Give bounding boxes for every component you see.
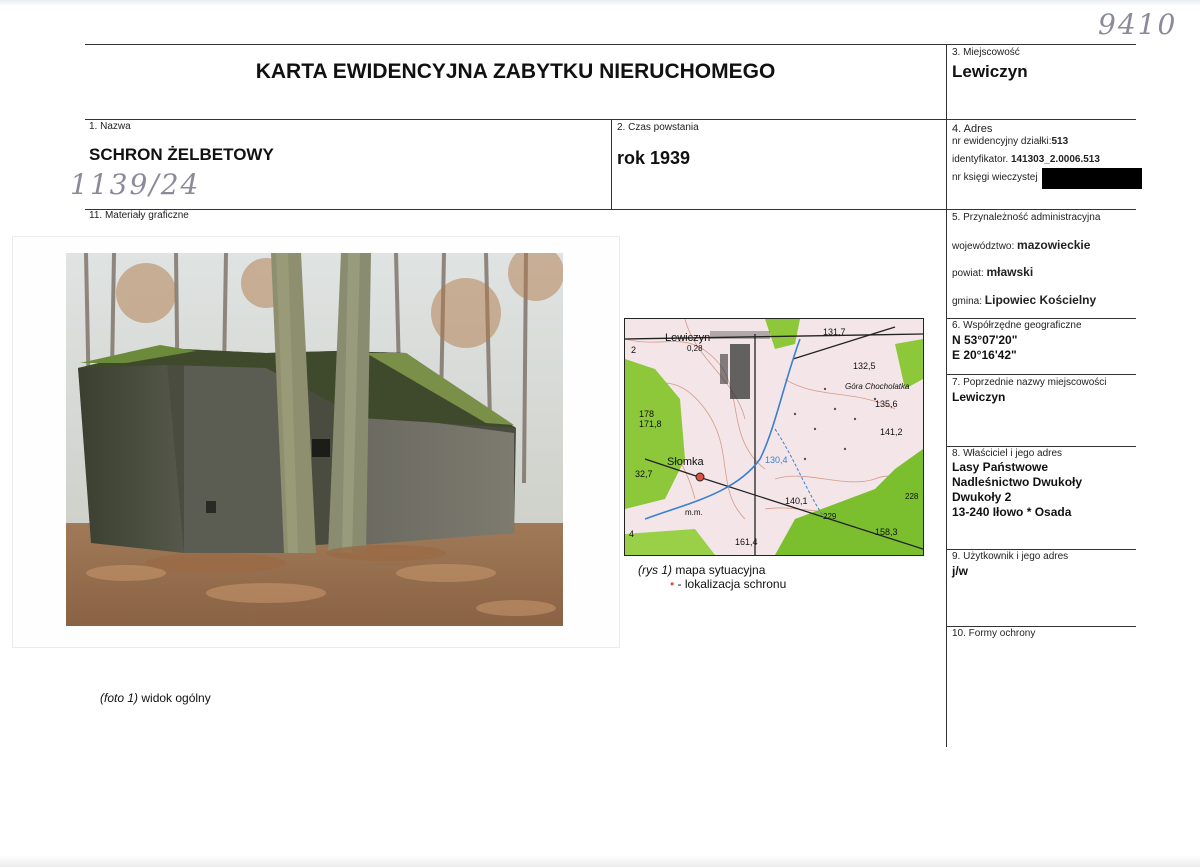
map-label-178: 178 <box>639 409 655 419</box>
powiat-label: powiat: <box>952 268 984 279</box>
map-label-lewiczyn: Lewiczyn <box>665 332 711 344</box>
map-label-1401: 140,1 <box>785 496 808 506</box>
adres-dzialka-label: nr ewidencyjny działki: <box>952 136 1052 147</box>
rule-right-col <box>946 44 947 747</box>
field-label-adres: 4. Adres <box>952 123 993 135</box>
field-label-czas: 2. Czas powstania <box>617 122 699 133</box>
rule-r8 <box>946 549 1136 550</box>
map-label-327: 32,7 <box>635 469 653 479</box>
map-label-1317: 131,7 <box>823 327 846 337</box>
handwritten-registry-number: 1139/24 <box>70 168 201 201</box>
handwritten-number: 9410 <box>1098 8 1178 41</box>
field-label-nazwa: 1. Nazwa <box>89 121 131 132</box>
coord-e: E 20°16'42" <box>952 348 1017 362</box>
rule-mid-col <box>611 119 612 209</box>
adres-identyfikator-value: 141303_2.0006.513 <box>1010 154 1100 165</box>
adres-dzialka-row <box>952 136 1068 147</box>
field-label-materialy: 11. Materiały graficzne <box>89 210 189 221</box>
adres-identyfikator-row <box>952 154 1100 165</box>
field-label-miejscowosc: 3. Miejscowość <box>952 47 1020 58</box>
gmina-row <box>952 293 1096 307</box>
map-label-028: 0,28 <box>687 344 703 353</box>
field-label-formy: 10. Formy ochrony <box>952 628 1036 639</box>
map-label-1325: 132,5 <box>853 361 876 371</box>
map-label-2: 2 <box>631 345 637 355</box>
photo-caption <box>100 691 211 705</box>
field-label-wspolrzedne: 6. Współrzędne geograficzne <box>952 320 1082 331</box>
adres-ksiega-label: nr księgi wieczystej <box>952 172 1038 183</box>
wojewodztwo-value: mazowieckie <box>1017 238 1091 252</box>
map-caption-ref: (rys 1) <box>638 563 672 577</box>
rule-r9 <box>946 626 1136 627</box>
adres-identyfikator-label: identyfikator. <box>952 154 1009 165</box>
photo-caption-text: widok ogólny <box>141 691 211 705</box>
rule-row2 <box>85 209 1136 210</box>
map-label-1583: 158,3 <box>875 527 898 537</box>
rule-r7 <box>946 446 1136 447</box>
map-label-1356: 135,6 <box>875 399 898 409</box>
wojewodztwo-row <box>952 238 1090 252</box>
page-title: KARTA EWIDENCYJNA ZABYTKU NIERUCHOMEGO <box>255 60 776 83</box>
bunker-photo <box>66 253 563 626</box>
field-label-uzytkownik: 9. Użytkownik i jego adres <box>952 551 1069 562</box>
map-label-1412: 141,2 <box>880 427 903 437</box>
wlasciciel-line-4: 13-240 Iłowo * Osada <box>952 505 1072 519</box>
field-label-poprzednie: 7. Poprzednie nazwy miejscowości <box>952 377 1107 388</box>
map-caption-text: mapa sytuacyjna <box>675 563 766 577</box>
rule-r5 <box>946 318 1136 319</box>
field-value-czas: rok 1939 <box>617 148 691 168</box>
adres-ksiega-row <box>952 172 1038 183</box>
field-value-uzytkownik: j/w <box>952 564 969 578</box>
map-label-1614: 161,4 <box>735 537 758 547</box>
field-label-wlasciciel: 8. Właściciel i jego adres <box>952 448 1063 459</box>
field-value-poprzednie: Lewiczyn <box>952 390 1006 404</box>
gmina-value: Lipowiec Kościelny <box>984 293 1097 307</box>
powiat-row <box>952 265 1033 279</box>
map-label-229: 229 <box>823 512 837 521</box>
wlasciciel-line-3: Dwukoły 2 <box>952 490 1012 504</box>
map-label-4: 4 <box>629 529 635 539</box>
map-label-slomka: Słomka <box>667 456 704 468</box>
wlasciciel-line-2: Nadleśnictwo Dwukoły <box>952 475 1083 489</box>
wojewodztwo-label: województwo: <box>952 241 1015 252</box>
map-label-228: 228 <box>905 492 919 501</box>
photo-caption-ref: (foto 1) <box>100 691 139 705</box>
gmina-label: gmina: <box>952 296 983 307</box>
field-label-przynaleznosc: 5. Przynależność administracyjna <box>952 212 1101 223</box>
map-label-gora: Góra Chocholatka <box>845 382 910 391</box>
location-bullet-icon: • <box>670 577 675 591</box>
rule-top <box>85 44 1136 45</box>
redaction-box <box>1042 168 1142 189</box>
field-value-miejscowosc: Lewiczyn <box>952 62 1028 81</box>
adres-dzialka-value: 513 <box>1051 136 1069 147</box>
powiat-value: mławski <box>986 265 1034 279</box>
coord-n: N 53°07'20" <box>952 333 1018 347</box>
map-legend-text: - lokalizacja schronu <box>677 577 787 591</box>
map-label-mm: m.m. <box>685 508 703 517</box>
map-legend <box>670 577 786 591</box>
map-caption <box>638 563 765 577</box>
scan-edge-bottom <box>0 855 1200 867</box>
field-value-nazwa: SCHRON ŻELBETOWY <box>89 145 274 164</box>
map-label-1718: 171,8 <box>639 419 662 429</box>
wlasciciel-line-1: Lasy Państwowe <box>952 460 1049 474</box>
scan-edge-top <box>0 0 1200 6</box>
map-label-130: 130,4 <box>765 455 788 465</box>
rule-r6 <box>946 374 1136 375</box>
situation-map <box>624 318 924 556</box>
